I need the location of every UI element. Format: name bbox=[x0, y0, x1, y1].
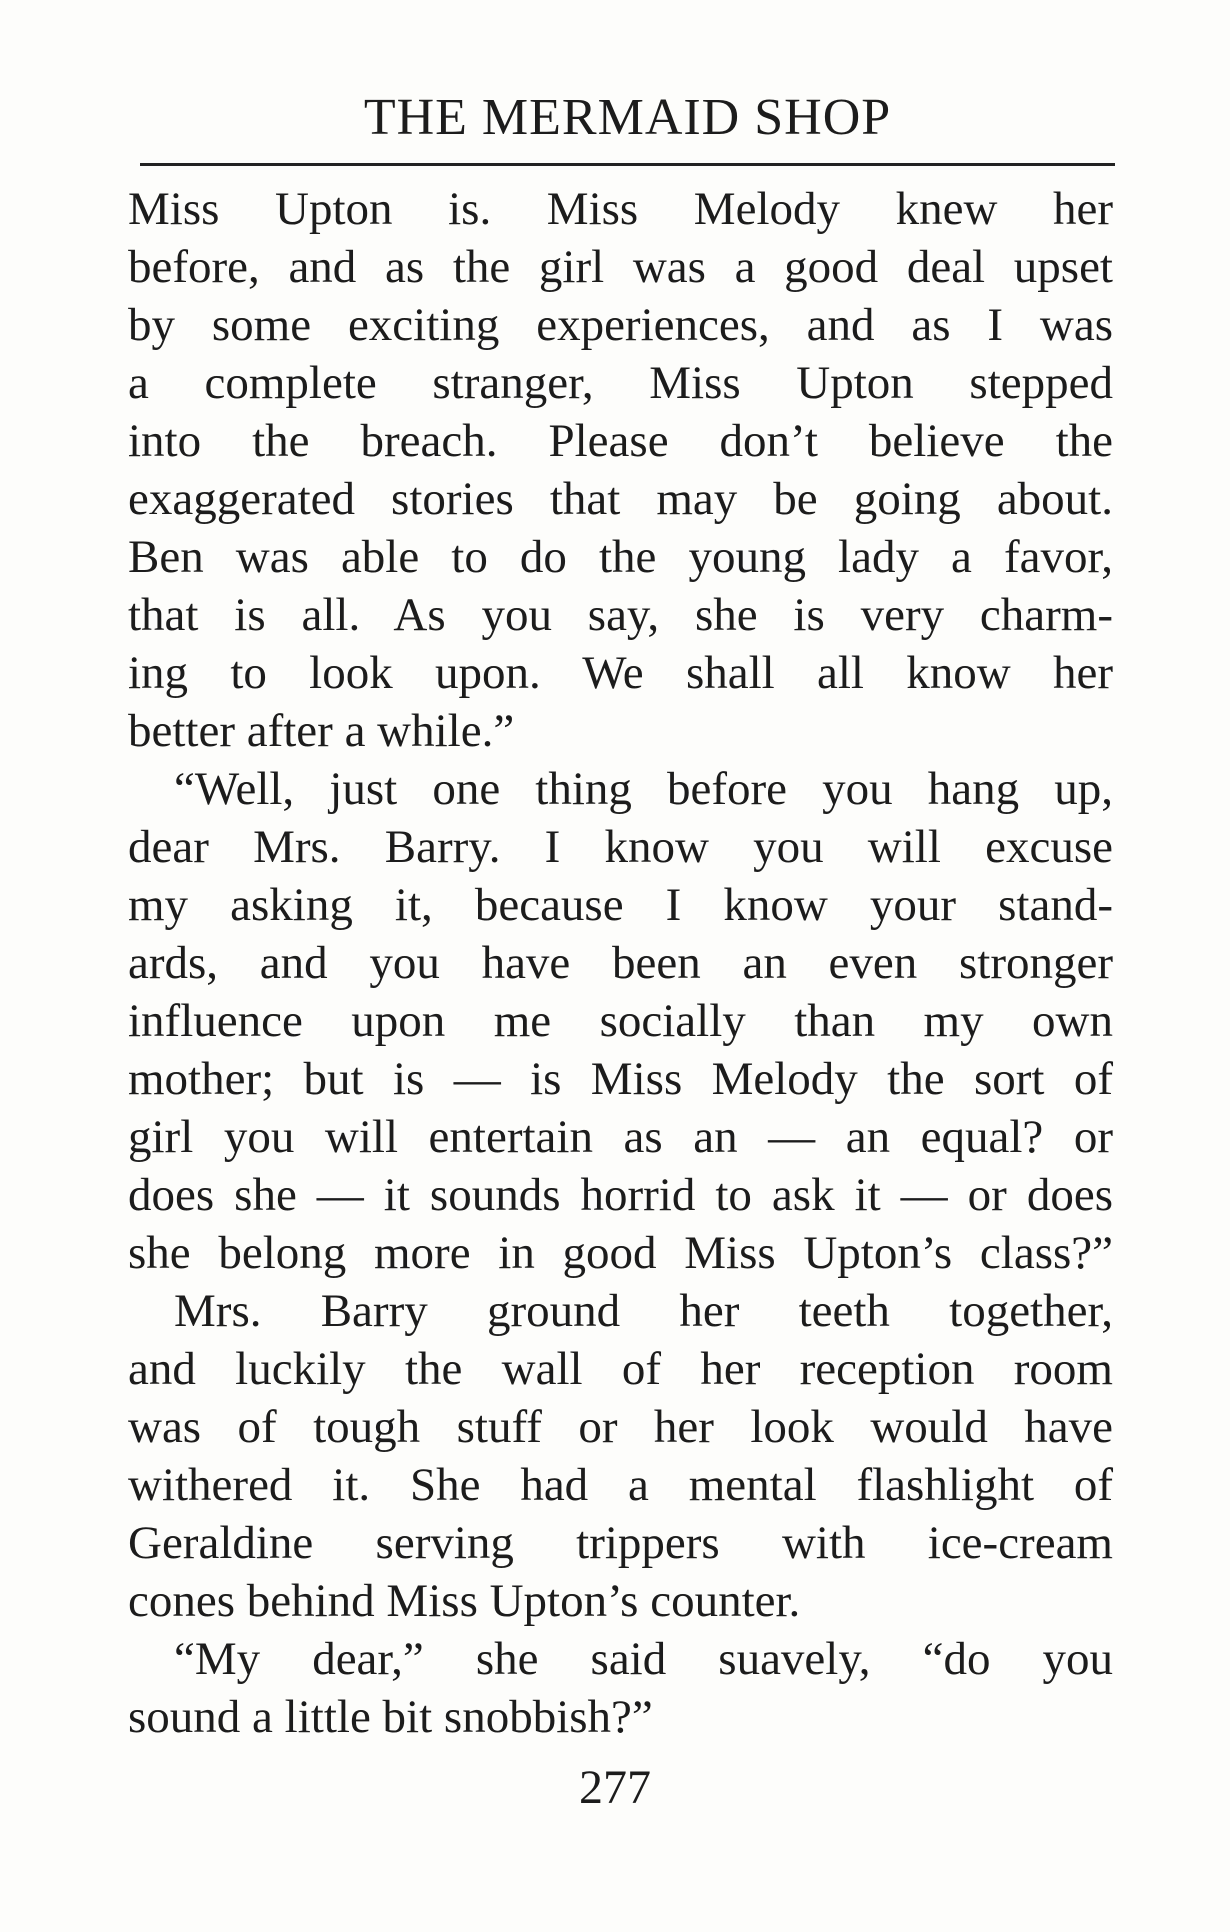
text-line: exaggerated stories that may be going about. bbox=[128, 473, 1113, 525]
body-text bbox=[128, 180, 1113, 1746]
text-line: Ben was able to do the young lady a favor, bbox=[128, 531, 1113, 583]
paragraph-4 bbox=[128, 1630, 1113, 1746]
running-head: THE MERMAID SHOP bbox=[363, 89, 892, 146]
text-line: girl you will entertain as an — an equal? or bbox=[128, 1111, 1113, 1163]
paragraph-3 bbox=[128, 1282, 1113, 1630]
text-line: Geraldine serving trippers with ice-cream bbox=[128, 1517, 1113, 1569]
text-line: before, and as the girl was a good deal upset bbox=[128, 241, 1113, 293]
paragraph-2 bbox=[128, 760, 1113, 1282]
text-line: she belong more in good Miss Upton’s class?” bbox=[128, 1227, 1113, 1279]
text-line: withered it. She had a mental flashlight of bbox=[128, 1459, 1113, 1511]
text-line: Mrs. Barry ground her teeth together, bbox=[174, 1285, 1113, 1337]
text-line: ards, and you have been an even stronger bbox=[128, 937, 1113, 989]
page-number: 277 bbox=[579, 1761, 651, 1814]
text-line: that is all. As you say, she is very charm- bbox=[128, 589, 1113, 641]
text-line: and luckily the wall of her reception room bbox=[128, 1343, 1113, 1395]
text-line: mother; but is — is Miss Melody the sort of bbox=[128, 1053, 1113, 1105]
text-line: better after a while.” bbox=[128, 705, 515, 757]
text-line: “Well, just one thing before you hang up, bbox=[174, 763, 1113, 815]
text-line: by some exciting experiences, and as I was bbox=[128, 299, 1113, 351]
text-line: a complete stranger, Miss Upton stepped bbox=[128, 357, 1113, 409]
text-line: ing to look upon. We shall all know her bbox=[128, 647, 1113, 699]
text-line: “My dear,” she said suavely, “do you bbox=[174, 1633, 1113, 1685]
text-line: dear Mrs. Barry. I know you will excuse bbox=[128, 821, 1113, 873]
text-line: was of tough stuff or her look would have bbox=[128, 1401, 1113, 1453]
text-line: into the breach. Please don’t believe the bbox=[128, 415, 1113, 467]
paragraph-1 bbox=[128, 180, 1113, 760]
header-rule bbox=[140, 163, 1115, 166]
text-line: sound a little bit snobbish?” bbox=[128, 1691, 653, 1743]
text-line: my asking it, because I know your stand- bbox=[128, 879, 1113, 931]
text-line: cones behind Miss Upton’s counter. bbox=[128, 1575, 801, 1627]
text-line: Miss Upton is. Miss Melody knew her bbox=[128, 183, 1113, 235]
text-line: does she — it sounds horrid to ask it — or does bbox=[128, 1169, 1113, 1221]
text-line: influence upon me socially than my own bbox=[128, 995, 1113, 1047]
